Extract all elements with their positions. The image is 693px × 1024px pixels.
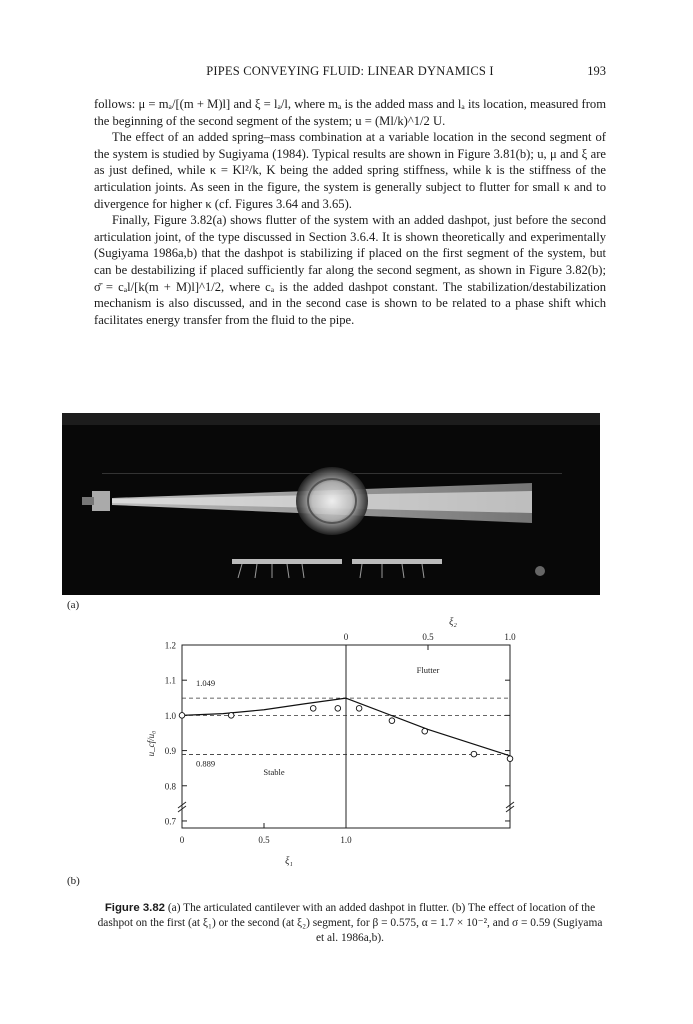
x-top-tick-label: 0 <box>343 632 349 642</box>
body-text <box>94 96 606 328</box>
paragraph-3: Finally, Figure 3.82(a) shows flutter of the system with an added dashpot, just before the second articulation joint, of the type discussed in Section 3.6.4. It is shown theoretically and experimentally (Sugiyama 1986a,b) that the dashpot is stabilizing if placed on the first segment of the system, but can be destabilizing if placed sufficiently far along the second segment, as shown in Figure 3.82(b); σ̄ = cₐl/[k(m + M)l]^1/2, where cₐ is the added dashpot constant. The stabilization/destabilization mechanism is also discussed, and in the second case is shown to be related to a phase shift which facilitates energy transfer from the fluid to the pipe. <box>94 213 606 327</box>
data-point-first <box>179 713 185 719</box>
data-point-second <box>471 751 477 757</box>
figure-label-b: (b) <box>67 875 80 887</box>
x-bottom-tick-label: 0.5 <box>258 835 270 845</box>
data-point-second <box>422 728 428 734</box>
y-axis-label: u_cf/u₀ <box>146 730 156 757</box>
y-tick-label: 0.8 <box>164 781 176 792</box>
photo-illustration <box>62 413 600 595</box>
series-line-first <box>182 698 346 715</box>
running-title: PIPES CONVEYING FLUID: LINEAR DYNAMICS I <box>206 64 494 78</box>
x-top-tick-label: 0.5 <box>422 632 434 642</box>
photo-articulated-cantilever <box>62 413 600 595</box>
y-tick-label: 1.1 <box>164 675 176 686</box>
data-point-first <box>335 706 341 712</box>
paragraph-2: The effect of an added spring–mass combination at a variable location in the second segment of the system is studied by Sugiyama (1984). Typical results are shown in Figure 3.81(b); u, μ and ξ are as just defined, while κ = Kl²/k, K being the added spring stiffness, while k is the stiffness of the articulation joints. As seen in the figure, the system is generally subject to flutter for small κ and to divergence for higher κ (cf. Figures 3.64 and 3.65). <box>94 130 606 211</box>
data-point-second <box>356 706 362 712</box>
y-tick-label: 0.9 <box>164 746 176 757</box>
chart-layer <box>146 617 516 867</box>
x-top-axis-label: ξ₂ <box>449 617 457 628</box>
x-top-tick-label: 1.0 <box>504 632 516 642</box>
data-point-second <box>507 756 513 762</box>
x-bottom-tick-label: 1.0 <box>340 835 352 845</box>
y-tick-label: 0.7 <box>164 816 176 827</box>
y-tick-label: 1.0 <box>164 710 176 721</box>
figure-label-a: (a) <box>67 599 80 611</box>
figure-caption <box>94 901 606 946</box>
annotation-upper-value: 1.049 <box>196 678 216 689</box>
paragraph-1: follows: μ = mₐ/[(m + M)l] and ξ = lₐ/l, where mₐ is the added mass and lₐ its location, measured from the beginning of the second segment of the system; u = (Ml/k)^1/2 U. <box>94 97 606 128</box>
x-bottom-tick-label: 0 <box>179 835 185 845</box>
x-bottom-axis-label: ξ₁ <box>285 856 293 867</box>
caption-label: Figure 3.82 <box>104 902 165 914</box>
y-tick-label: 1.2 <box>164 640 176 651</box>
annotation-lower-value: 0.889 <box>196 758 216 769</box>
series-line-second <box>346 698 510 756</box>
caption-text: (a) The articulated cantilever with an added dashpot in flutter. (b) The effect of location of the dashpot on the first (at ξ₁) or the second (at ξ₂) segment, for β = 0.575, α = 1.7 × 10⁻², and σ = 0.59 (Sugiyama et al. 1986a,b). <box>97 902 603 944</box>
region-label-stable: Stable <box>263 767 285 778</box>
page-number: 193 <box>587 64 606 78</box>
data-point-second <box>389 718 395 724</box>
data-point-first <box>228 713 234 719</box>
dashpot-location-chart <box>140 605 540 875</box>
running-header <box>94 64 606 82</box>
data-point-first <box>310 706 316 712</box>
region-label-flutter: Flutter <box>416 665 440 676</box>
